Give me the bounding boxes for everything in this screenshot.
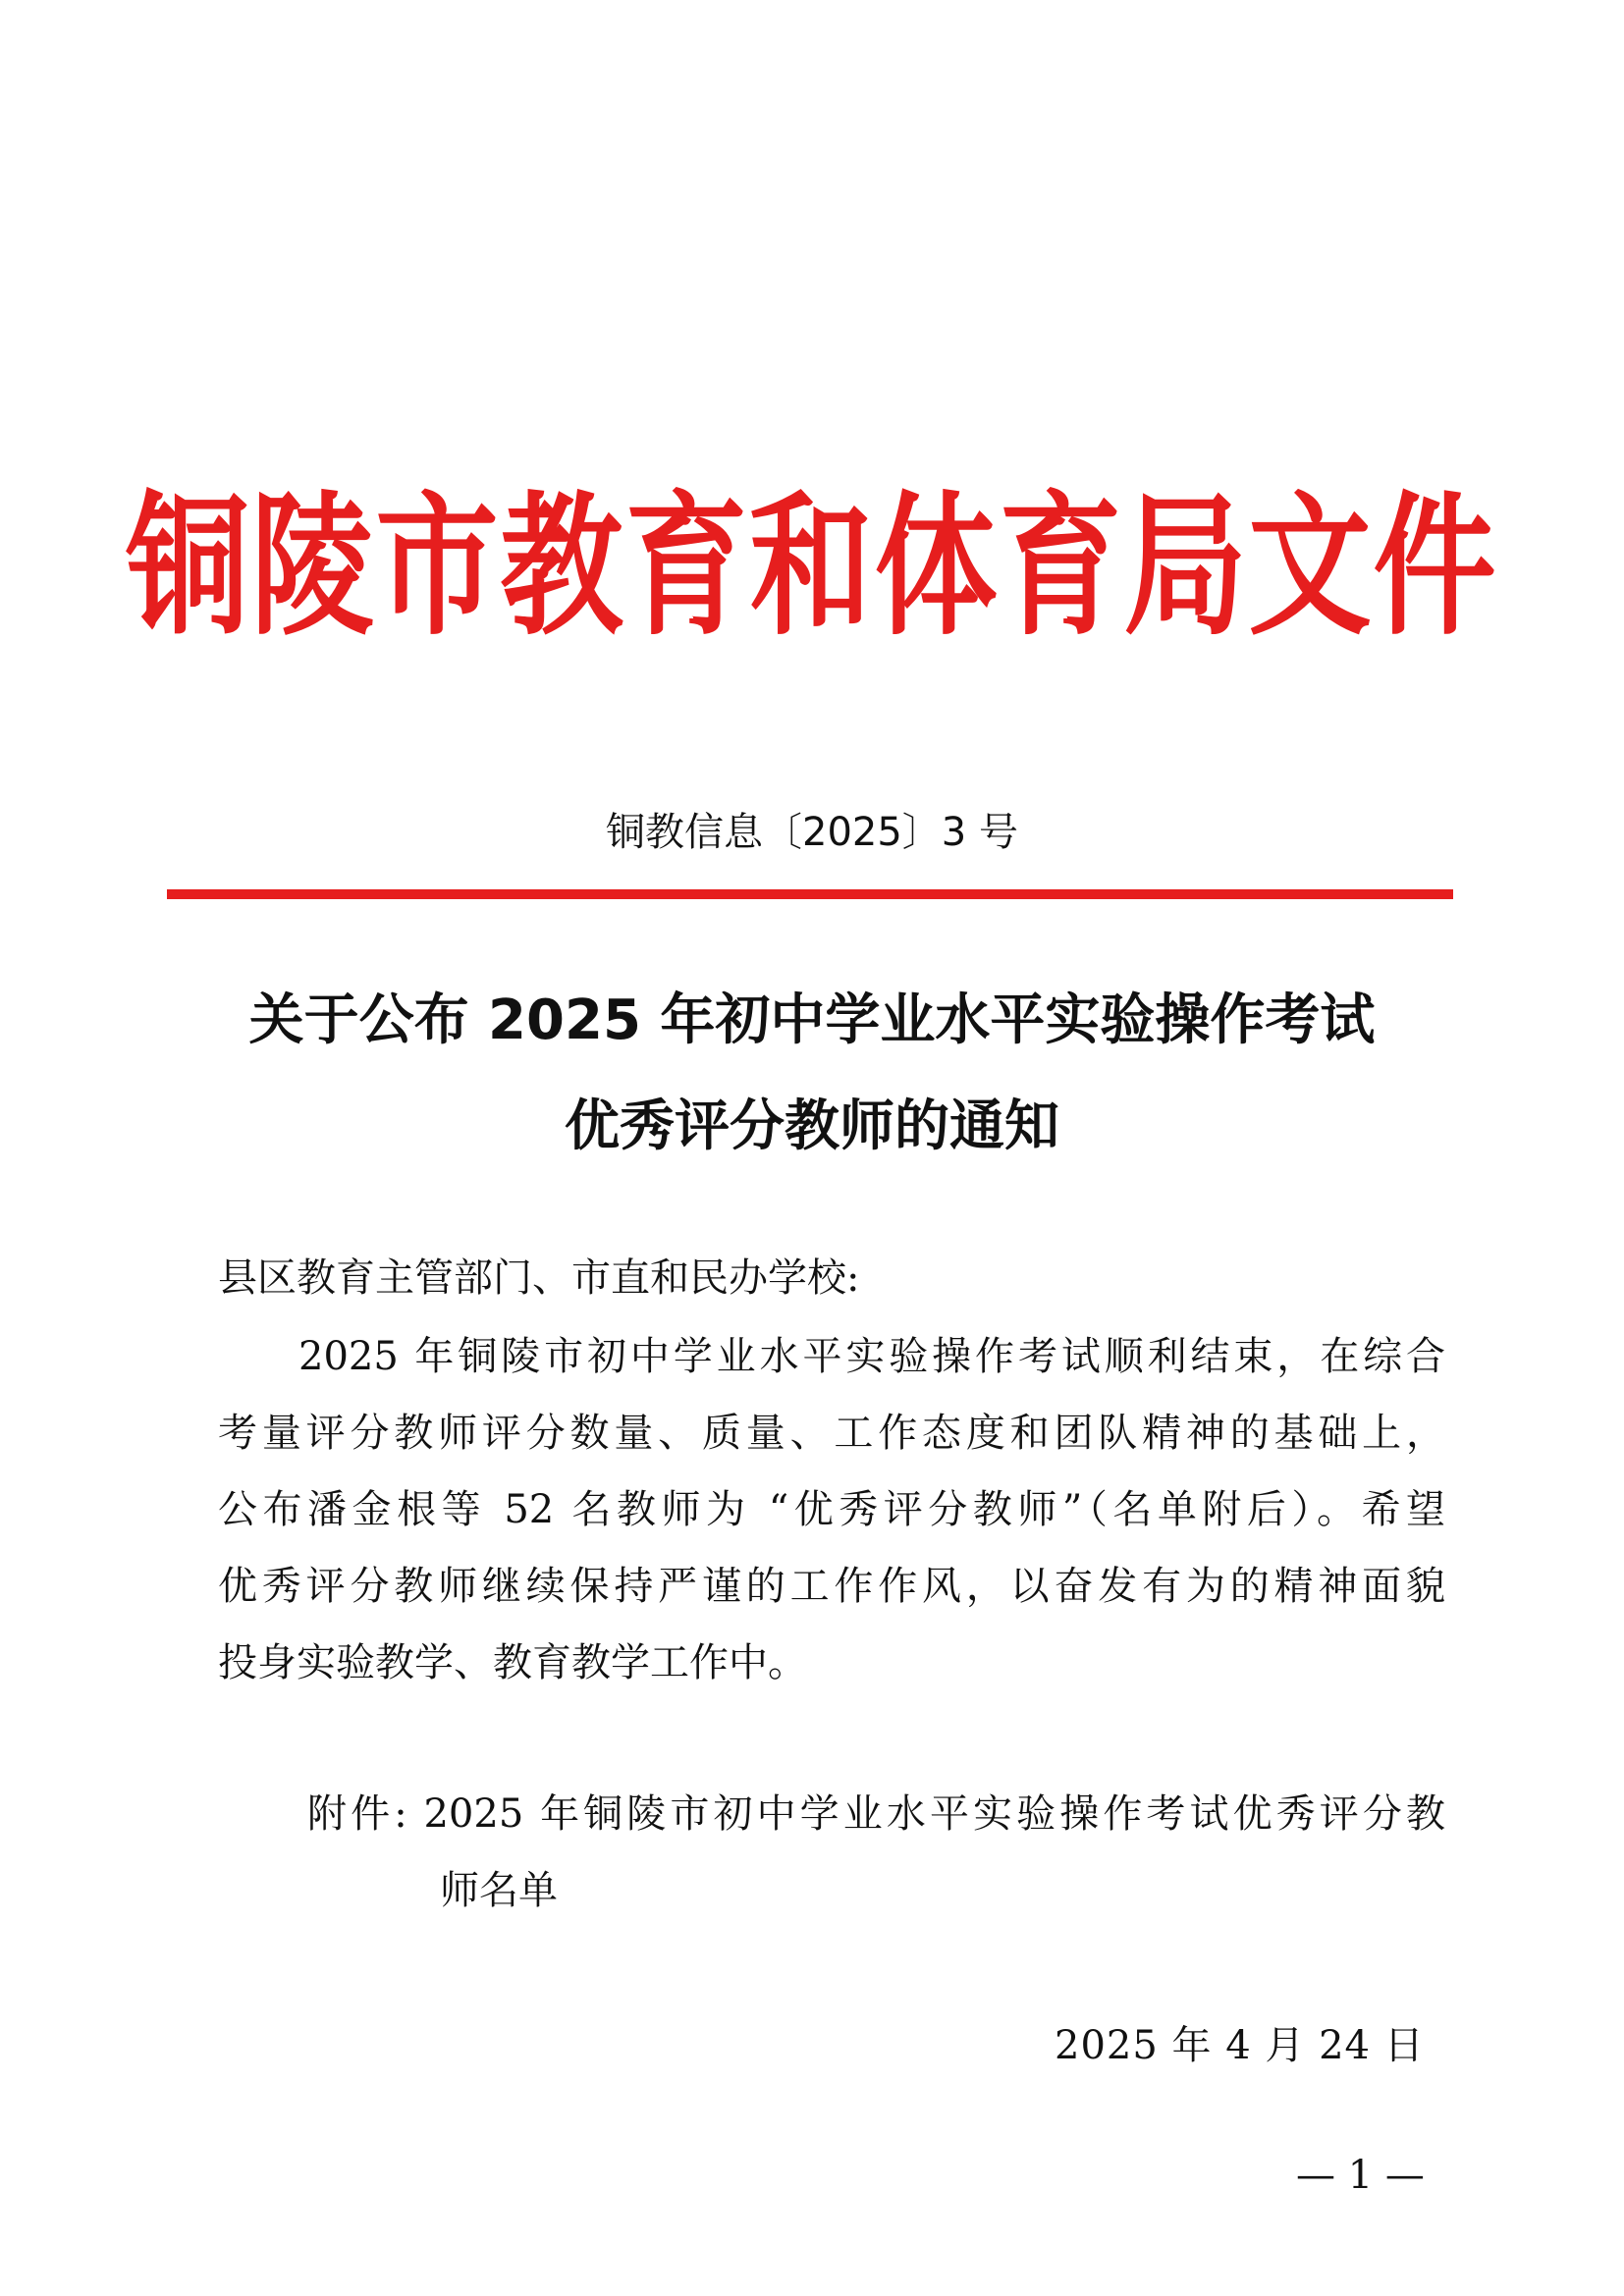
document-number: 铜教信息〔2025〕3 号 <box>606 810 1018 855</box>
attachment-line-2: 师名单 <box>440 1868 558 1913</box>
page-number: — 1 — <box>1296 2153 1425 2198</box>
notice-title-line-1: 关于公布 2025 年初中学业水平实验操作考试 <box>248 988 1376 1052</box>
body-paragraph-line-1: 2025 年铜陵市初中学业水平实验操作考试顺利结束，在综合 <box>298 1334 1445 1379</box>
body-paragraph-line-3: 公布潘金根等 52 名教师为 “优秀评分教师”（名单附后）。希望 <box>218 1487 1445 1532</box>
attachment-line-1: 附件: 2025 年铜陵市初中学业水平实验操作考试优秀评分教 <box>307 1791 1445 1837</box>
notice-title-line-2: 优秀评分教师的通知 <box>565 1095 1059 1158</box>
body-paragraph-line-4: 优秀评分教师继续保持严谨的工作作风，以奋发有为的精神面貌 <box>218 1564 1445 1609</box>
body-paragraph-line-2: 考量评分教师评分数量、质量、工作态度和团队精神的基础上， <box>218 1411 1445 1456</box>
salutation: 县区教育主管部门、市直和民办学校: <box>218 1255 860 1301</box>
issue-date: 2025 年 4 月 24 日 <box>1055 2023 1425 2068</box>
red-divider-line <box>167 889 1453 899</box>
body-paragraph-line-5: 投身实验教学、教育教学工作中。 <box>218 1640 807 1685</box>
masthead-title: 铜陵市教育和体育局文件 <box>126 478 1498 657</box>
